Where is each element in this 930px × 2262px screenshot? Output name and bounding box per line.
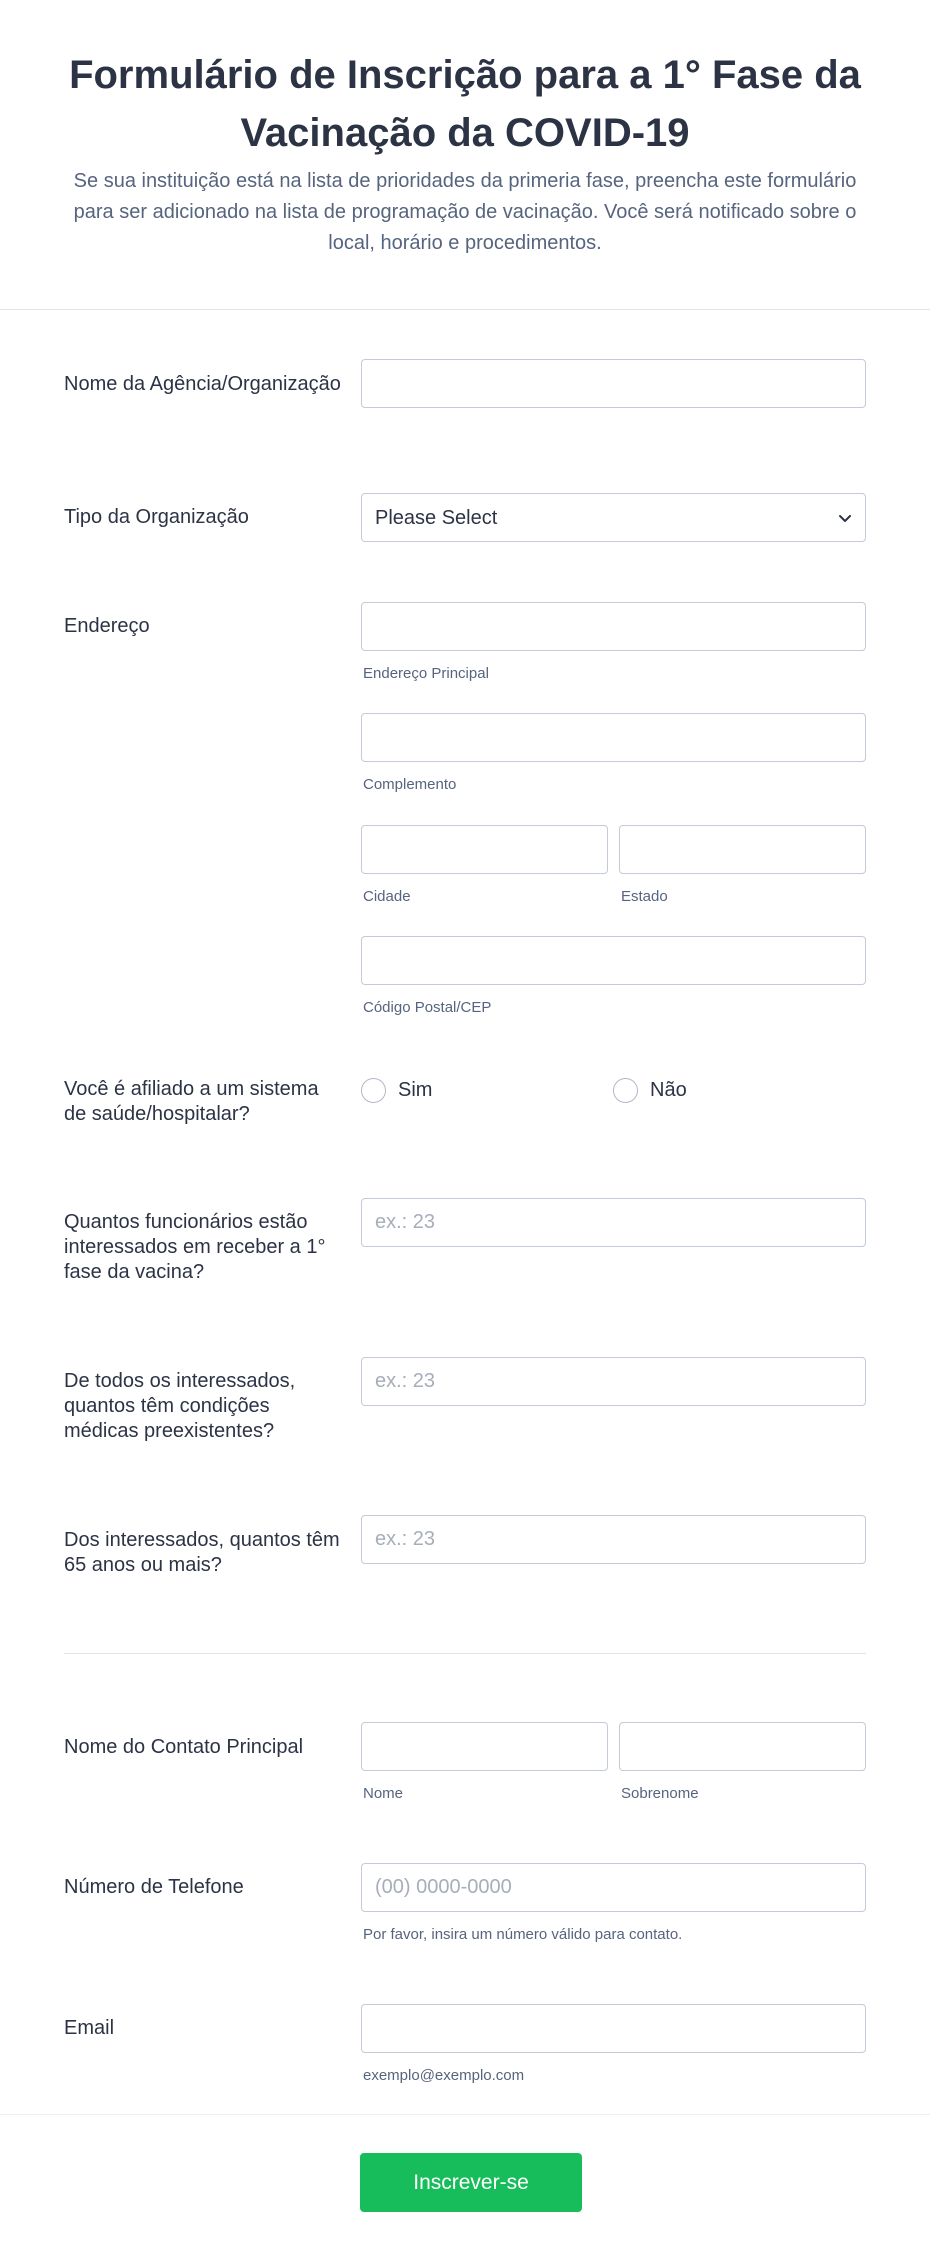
employees-count-input[interactable] xyxy=(361,1198,866,1247)
email-sublabel: exemplo@exemplo.com xyxy=(363,2067,525,2084)
preexisting-count-input[interactable] xyxy=(361,1357,866,1406)
phone-input[interactable] xyxy=(361,1863,866,1912)
form-header xyxy=(0,0,930,310)
employees-label: Quantos funcionários estão interessados em receber a 1° fase da vacina? xyxy=(64,1211,326,1283)
agency-name-input[interactable] xyxy=(361,359,866,408)
contact-last-name-sublabel: Sobrenome xyxy=(621,1785,699,1802)
chevron-down-icon xyxy=(837,510,853,526)
address-complement-sublabel: Complemento xyxy=(363,776,457,793)
address-postal-sublabel: Código Postal/CEP xyxy=(363,999,492,1016)
contact-first-name-sublabel: Nome xyxy=(363,1785,404,1802)
address-postal-input[interactable] xyxy=(361,936,866,985)
section-divider xyxy=(64,1653,866,1654)
email-input[interactable] xyxy=(361,2004,866,2053)
footer-divider xyxy=(0,2114,930,2115)
radio-button[interactable] xyxy=(613,1078,638,1103)
radio-label-nao: Não xyxy=(650,1079,687,1101)
radio-option-sim[interactable] xyxy=(361,1075,432,1105)
address-city-sublabel: Cidade xyxy=(363,888,411,905)
contact-name-label: Nome do Contato Principal xyxy=(64,1736,304,1758)
org-type-selected-value: Please Select xyxy=(375,507,498,529)
form-subtitle: Se sua instituição está na lista de prioridades da primeria fase, preencha este formulário para ser adicionado na lista de programação de vacinação. Você será notificado sobre o local, horário e procedimentos. xyxy=(73,170,857,254)
org-type-select[interactable] xyxy=(361,493,866,542)
radio-button[interactable] xyxy=(361,1078,386,1103)
address-complement-input[interactable] xyxy=(361,713,866,762)
preexisting-label: De todos os interessados, quantos têm condições médicas preexistentes? xyxy=(64,1370,296,1442)
contact-last-name-input[interactable] xyxy=(619,1722,866,1771)
radio-option-nao[interactable] xyxy=(613,1075,687,1105)
contact-first-name-input[interactable] xyxy=(361,1722,608,1771)
address-street-sublabel: Endereço Principal xyxy=(363,665,489,682)
phone-label: Número de Telefone xyxy=(64,1876,244,1898)
radio-label-sim: Sim xyxy=(398,1079,433,1101)
org-type-label: Tipo da Organização xyxy=(64,506,249,528)
address-state-sublabel: Estado xyxy=(621,888,668,905)
submit-button[interactable]: Inscrever-se xyxy=(360,2153,582,2212)
phone-sublabel: Por favor, insira um número válido para contato. xyxy=(363,1926,683,1943)
address-city-input[interactable] xyxy=(361,825,608,874)
form-title: Formulário de Inscrição para a 1° Fase da Vacinação da COVID-19 xyxy=(69,53,861,155)
agency-name-label: Nome da Agência/Organização xyxy=(64,373,341,395)
address-label: Endereço xyxy=(64,615,150,637)
address-state-input[interactable] xyxy=(619,825,866,874)
over65-label: Dos interessados, quantos têm 65 anos ou mais? xyxy=(64,1529,340,1576)
address-street-input[interactable] xyxy=(361,602,866,651)
over65-count-input[interactable] xyxy=(361,1515,866,1564)
affiliated-label: Você é afiliado a um sistema de saúde/hospitalar? xyxy=(64,1078,319,1125)
email-label: Email xyxy=(64,2017,115,2039)
